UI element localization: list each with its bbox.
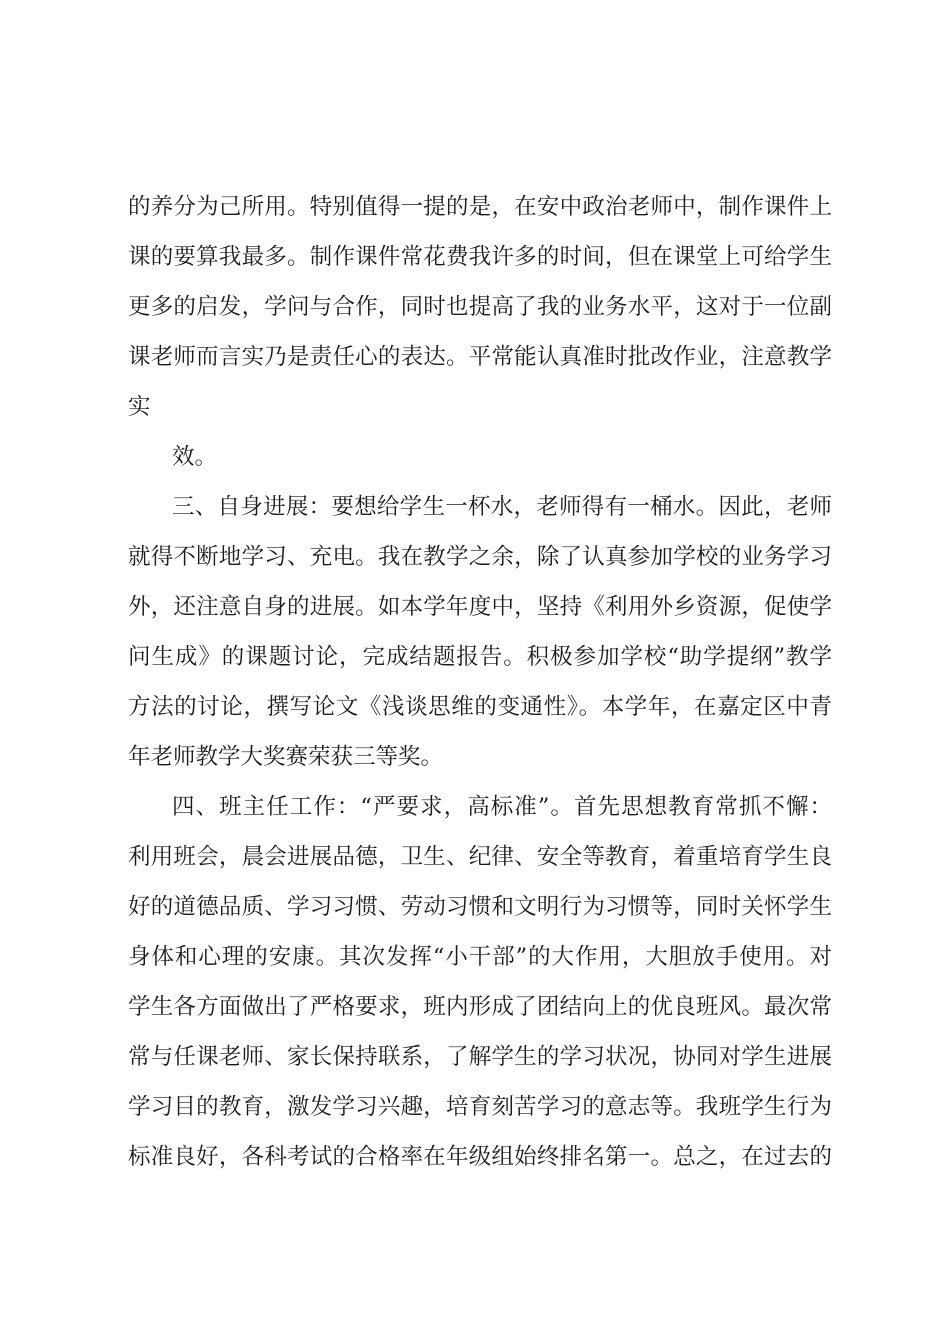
text-line: 外，还注意自身的进展。如本学年度中，坚持《利用外乡资源，促使学 bbox=[128, 594, 832, 620]
text-line: 课老师而言实乃是责任心的表达。平常能认真准时批改作业，注意教学 bbox=[128, 344, 832, 370]
text-line: 年老师教学大奖赛荣获三等奖。 bbox=[128, 744, 444, 770]
text-line: 身体和心理的安康。其次发挥“小干部”的大作用，大胆放手使用。对 bbox=[128, 944, 832, 970]
text-line: 课的要算我最多。制作课件常花费我许多的时间，但在课堂上可给学生 bbox=[128, 244, 832, 270]
paragraph-heading-line: 三、自身进展：要想给学生一杯水，老师得有一桶水。因此，老师 bbox=[172, 494, 832, 520]
text-line: 更多的启发，学问与合作，同时也提高了我的业务水平，这对于一位副 bbox=[128, 294, 832, 320]
text-line: 实 bbox=[128, 394, 151, 420]
text-line: 的养分为己所用。特别值得一提的是，在安中政治老师中，制作课件上 bbox=[128, 194, 832, 220]
text-line: 就得不断地学习、充电。我在教学之余，除了认真参加学校的业务学习 bbox=[128, 544, 832, 570]
paragraph-heading-line: 四、班主任工作：“严要求，高标准”。首先思想教育常抓不懈： bbox=[172, 794, 832, 820]
text-line: 好的道德品质、学习习惯、劳动习惯和文明行为习惯等，同时关怀学生 bbox=[128, 894, 832, 920]
text-line: 学生各方面做出了严格要求，班内形成了团结向上的优良班风。最次常 bbox=[128, 994, 832, 1020]
text-line: 问生成》的课题讨论，完成结题报告。积极参加学校“助学提纲”教学 bbox=[128, 644, 832, 670]
text-line: 方法的讨论，撰写论文《浅谈思维的变通性》。本学年，在嘉定区中青 bbox=[128, 694, 832, 720]
text-line: 常与任课老师、家长保持联系，了解学生的学习状况，协同对学生进展 bbox=[128, 1044, 832, 1070]
text-line: 标准良好，各科考试的合格率在年级组始终排名第一。总之，在过去的 bbox=[128, 1144, 832, 1170]
text-line: 效。 bbox=[172, 444, 218, 470]
text-line: 利用班会，晨会进展品德，卫生、纪律、安全等教育，着重培育学生良 bbox=[128, 844, 832, 870]
text-line: 学习目的教育，激发学习兴趣，培育刻苦学习的意志等。我班学生行为 bbox=[128, 1094, 832, 1120]
